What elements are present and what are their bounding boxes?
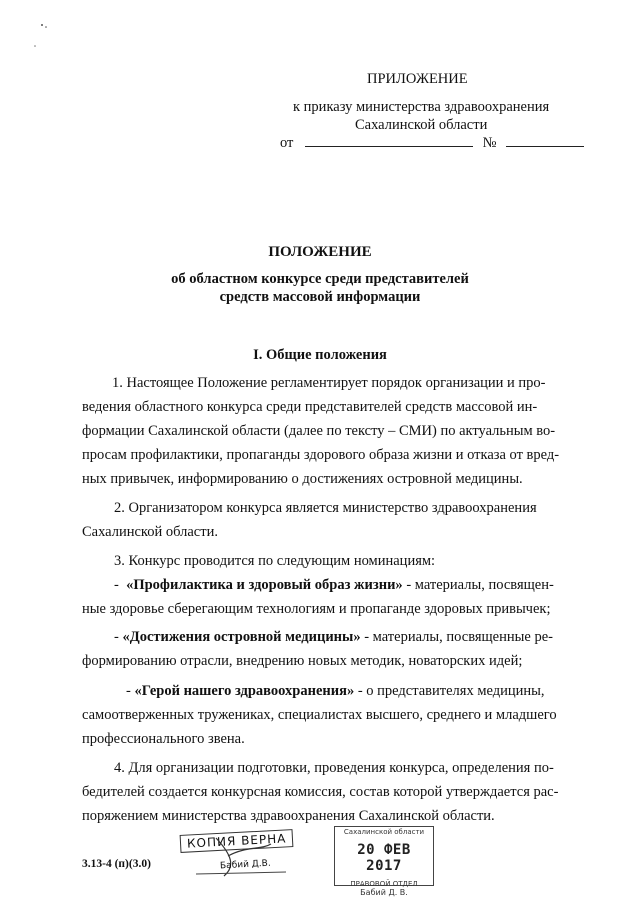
- signature-icon: [176, 826, 306, 886]
- order-line: к приказу министерства здравоохранения: [293, 99, 550, 115]
- nomination-3-name: «Герой нашего здравоохранения»: [134, 683, 355, 699]
- paragraph-1-line-5: ных привычек, информированию о достижениях островной медицины.: [82, 471, 523, 487]
- from-label: от: [280, 135, 294, 151]
- copy-stamp-name: Бабий Д.В.: [219, 858, 271, 872]
- nomination-3-dash: -: [126, 683, 135, 699]
- paragraph-4-line-2: бедителей создается конкурсная комиссия, состав которой утверждается рас-: [82, 784, 559, 800]
- date-stamp-date: 20 ФЕВ 2017: [357, 842, 411, 874]
- footer-code: 3.13-4 (п)(3.0): [82, 858, 151, 870]
- nomination-3-line-2: самоотверженных тружениках, специалистах высшего, среднего и младшего: [82, 707, 557, 723]
- nomination-2-line-1: [114, 626, 553, 650]
- nomination-3-line-1: [126, 680, 545, 704]
- order-date-number: [280, 134, 584, 152]
- subtitle-line-2: средств массовой информации: [219, 289, 421, 305]
- paragraph-4-line-3: поряжением министерства здравоохранения Сахалинской области.: [82, 808, 495, 824]
- paragraph-4-line-1: 4. Для организации подготовки, проведения конкурса, определения по-: [114, 760, 554, 776]
- scan-dot-icon: [32, 22, 52, 52]
- nomination-1-name: «Профилактика и здоровый образ жизни»: [126, 577, 403, 593]
- date-stamp-top: Сахалинской области: [343, 828, 425, 836]
- number-blank: [506, 134, 584, 147]
- paragraph-2-line-2: Сахалинской области.: [82, 524, 218, 540]
- date-stamp-dept: ПРАВОВОЙ ОТДЕЛ: [350, 880, 418, 888]
- date-stamp-name: Бабий Д. В.: [360, 888, 408, 897]
- copy-stamp-label: КОПИЯ ВЕРНА: [180, 829, 294, 853]
- nomination-2-dash: -: [114, 629, 123, 645]
- number-label: №: [482, 135, 497, 151]
- paragraph-1-line-1: 1. Настоящее Положение регламентирует порядок организации и про-: [112, 375, 546, 391]
- appendix-label: ПРИЛОЖЕНИЕ: [367, 71, 468, 87]
- nomination-1-dash: -: [114, 577, 119, 593]
- section-heading: I. Общие положения: [253, 347, 387, 363]
- copy-stamp: [176, 826, 306, 886]
- date-stamp: [334, 826, 434, 897]
- nomination-2-name: «Достижения островной медицины»: [122, 629, 361, 645]
- document-title: ПОЛОЖЕНИЕ: [268, 244, 372, 260]
- paragraph-1-line-3: формации Сахалинской области (далее по тексту – СМИ) по актуальным во-: [82, 423, 556, 439]
- paragraph-3: 3. Конкурс проводится по следующим номинациям:: [114, 553, 436, 569]
- nomination-2-rest: - материалы, посвященные ре-: [360, 629, 553, 645]
- nomination-1-line-2: ные здоровье сберегающим технологиям и пропаганде здоровых привычек;: [82, 601, 551, 617]
- date-blank: [305, 134, 473, 147]
- nomination-2-line-2: формированию отрасли, внедрению новых методик, новаторских идей;: [82, 653, 523, 669]
- nomination-3-rest: - о представителях медицины,: [354, 683, 545, 699]
- nomination-1-line-1: [114, 574, 554, 598]
- subtitle-line-1: об областном конкурсе среди представителей: [171, 271, 469, 287]
- nomination-3-line-3: профессионального звена.: [82, 731, 245, 747]
- paragraph-1-line-2: ведения областного конкурса среди представителей средств массовой ин-: [82, 399, 538, 415]
- region-line: Сахалинской области: [355, 117, 488, 133]
- paragraph-2-line-1: 2. Организатором конкурса является министерство здравоохранения: [114, 500, 537, 516]
- nomination-1-rest: - материалы, посвящен-: [402, 577, 554, 593]
- paragraph-1-line-4: просам профилактики, пропаганды здорового образа жизни и отказа от вред-: [82, 447, 560, 463]
- scan-marks: [32, 22, 52, 52]
